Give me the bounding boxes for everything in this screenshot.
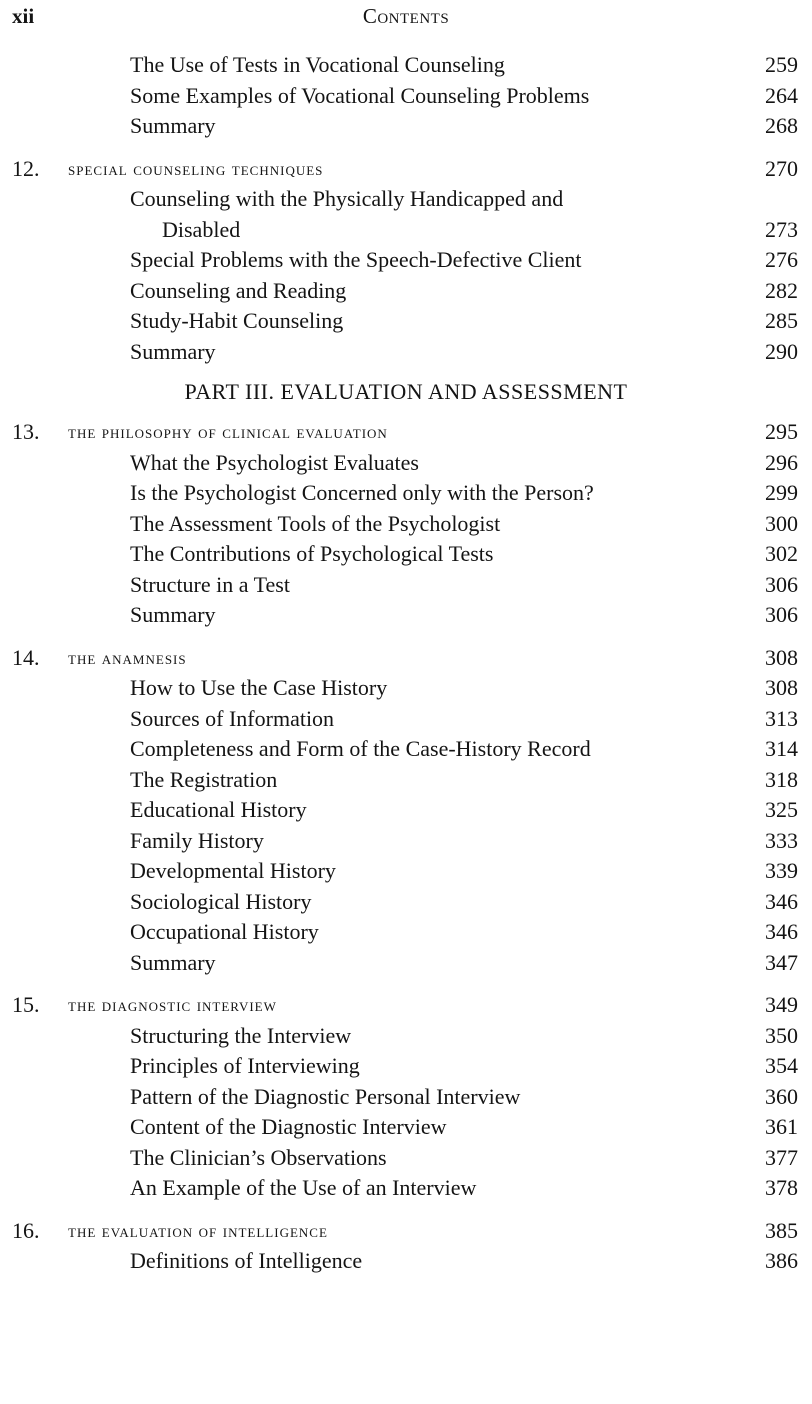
chapter-title: the evaluation of intelligence (68, 1220, 328, 1241)
section-entry (0, 795, 812, 826)
section-entry (0, 1082, 812, 1113)
section-title: Study-Habit Counseling (130, 308, 344, 333)
chapter-number: 15. (12, 992, 40, 1017)
page-number: 318 (765, 766, 798, 792)
section-entry (0, 478, 812, 509)
section-title: Summary (130, 602, 216, 627)
chapter-entry (0, 990, 812, 1021)
chapter-number: 16. (12, 1217, 40, 1243)
section-entry (0, 448, 812, 479)
page-number: 347 (765, 949, 798, 975)
page-number: 276 (765, 247, 798, 272)
chapter-number: 13. (12, 419, 40, 444)
part-gap (0, 409, 812, 417)
section-entry (0, 704, 812, 735)
page-number: 268 (765, 113, 798, 138)
chapter-title: the philosophy of clinical evaluation (68, 422, 388, 442)
chapter-entry (0, 154, 812, 185)
section-title: An Example of the Use of an Interview (130, 1175, 477, 1200)
page-number: 354 (765, 1053, 798, 1078)
page-number: 313 (765, 705, 798, 731)
page-number: 285 (765, 308, 798, 333)
chapter-number: 14. (12, 644, 40, 670)
section-title: The Registration (130, 766, 278, 792)
section-entry (0, 306, 812, 337)
section-entry (0, 1021, 812, 1052)
page-number: 273 (765, 216, 798, 242)
section-title: The Use of Tests in Vocational Counseling (130, 52, 505, 77)
chapter-number: 12. (12, 155, 40, 181)
page-number: 339 (765, 858, 798, 883)
section-title: Educational History (130, 797, 307, 822)
section-title: Content of the Diagnostic Interview (130, 1114, 447, 1139)
section-entry (0, 337, 812, 368)
section-title: The Clinician’s Observations (130, 1144, 387, 1170)
running-head-title: Contents (362, 4, 450, 28)
chapter-title: the anamnesis (68, 647, 187, 668)
part-title: PART III. EVALUATION AND ASSESSMENT (184, 379, 628, 404)
section-title: Some Examples of Vocational Counseling Problems (130, 82, 590, 108)
section-entry (0, 81, 812, 112)
section-entry (0, 50, 812, 81)
running-head (0, 4, 812, 34)
section-entry (0, 1112, 812, 1143)
section-entry (0, 826, 812, 857)
section-entry (0, 1173, 812, 1204)
page-number: 306 (765, 571, 798, 597)
page-number: 290 (765, 338, 798, 364)
section-entry (0, 539, 812, 570)
section-title: Family History (130, 827, 264, 853)
section-entry (0, 1246, 812, 1277)
section-entry-continued (0, 215, 812, 246)
page-number: 325 (765, 797, 798, 822)
page-number: 264 (765, 82, 798, 108)
page-number: 299 (765, 480, 798, 505)
page-number: 295 (765, 419, 798, 444)
chapter-entry (0, 417, 812, 448)
page-number: 308 (765, 675, 798, 700)
section-entry (0, 887, 812, 918)
section-title: Counseling with the Physically Handicapped and (130, 186, 564, 211)
page-number: 306 (765, 602, 798, 627)
page-number: 296 (765, 449, 798, 475)
section-entry (0, 184, 812, 215)
section-entry (0, 1143, 812, 1174)
chapter-title: the diagnostic interview (68, 995, 277, 1015)
page-number: 300 (765, 510, 798, 536)
page-number: 270 (765, 155, 798, 181)
section-title: Is the Psychologist Concerned only with the Person? (130, 480, 594, 505)
section-title: Occupational History (130, 919, 319, 944)
section-title: Summary (130, 949, 216, 975)
section-entry (0, 245, 812, 276)
section-title: What the Psychologist Evaluates (130, 449, 419, 475)
page-number: 349 (765, 992, 798, 1017)
section-title: Structuring the Interview (130, 1022, 352, 1048)
page-number: 350 (765, 1022, 798, 1048)
section-entry (0, 1051, 812, 1082)
chapter-entry (0, 1216, 812, 1247)
page-number: 308 (765, 644, 798, 670)
page-number: 259 (765, 52, 798, 77)
chapter-entry (0, 643, 812, 674)
entry-gap (0, 142, 812, 154)
page-number: 377 (765, 1144, 798, 1170)
entry-gap (0, 1204, 812, 1216)
section-title: Sources of Information (130, 705, 335, 731)
chapter-title: special counseling techniques (68, 158, 324, 179)
section-title: Sociological History (130, 888, 312, 914)
section-entry (0, 570, 812, 601)
section-title: Definitions of Intelligence (130, 1248, 363, 1273)
part-heading (0, 367, 812, 409)
page-number: 346 (765, 919, 798, 944)
section-entry (0, 111, 812, 142)
section-entry (0, 600, 812, 631)
page-number: 346 (765, 888, 798, 914)
page-number: 386 (765, 1248, 798, 1273)
section-title: Completeness and Form of the Case-History Record (130, 736, 591, 761)
section-entry (0, 734, 812, 765)
page-folio: xii (12, 4, 35, 28)
section-entry (0, 276, 812, 307)
section-entry (0, 509, 812, 540)
section-entry (0, 917, 812, 948)
section-title: Developmental History (130, 858, 336, 883)
section-entry (0, 765, 812, 796)
section-entry (0, 856, 812, 887)
page-number: 385 (765, 1217, 798, 1243)
section-entry (0, 673, 812, 704)
section-title: Special Problems with the Speech-Defective Client (130, 247, 582, 272)
page-number: 314 (765, 736, 798, 761)
section-title: The Contributions of Psychological Tests (130, 541, 494, 566)
section-title: Counseling and Reading (130, 277, 347, 303)
section-title: Pattern of the Diagnostic Personal Interview (130, 1083, 521, 1109)
section-title: Summary (130, 338, 216, 364)
section-title: Disabled (162, 216, 241, 242)
page-number: 360 (765, 1083, 798, 1109)
page-number: 333 (765, 827, 798, 853)
page-number: 361 (765, 1114, 798, 1139)
section-title: Principles of Interviewing (130, 1053, 360, 1078)
section-title: How to Use the Case History (130, 675, 388, 700)
page-number: 282 (765, 277, 798, 303)
section-title: Structure in a Test (130, 571, 290, 597)
section-title: The Assessment Tools of the Psychologist (130, 510, 501, 536)
page-number: 302 (765, 541, 798, 566)
section-title: Summary (130, 113, 216, 138)
entry-gap (0, 978, 812, 990)
table-of-contents (0, 50, 812, 1277)
page-number: 378 (765, 1175, 798, 1200)
entry-gap (0, 631, 812, 643)
section-entry (0, 948, 812, 979)
